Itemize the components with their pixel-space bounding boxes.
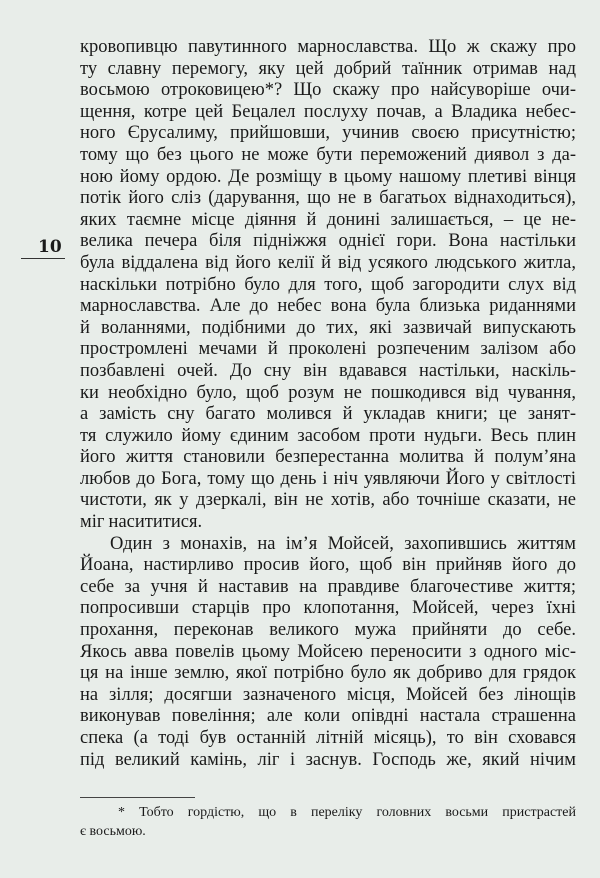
text-line: позбавлені очей. До сну він вдавався настільки, наскіль- xyxy=(80,360,576,381)
text-line: восьмою отроковицею*? Що скажу про найсуворіше очи- xyxy=(80,80,576,101)
footnote-line: є восьмою. xyxy=(80,824,146,839)
footnote-rule xyxy=(80,797,195,798)
text-line: любов до Бога, тому що день і ніч уявляючи Його у світлості xyxy=(80,468,576,489)
text-line: марнославства. Але до небес вона була близька риданнями xyxy=(80,296,576,317)
text-line: наскільки потрібно було для того, щоб загородити слух від xyxy=(80,274,576,295)
text-line: чистоти, як у дзеркалі, він не хотів, або точніше сказати, не xyxy=(80,490,576,511)
text-line: а замість сну багато молився й укладав книги; це занят- xyxy=(80,404,576,425)
text-line: й воланнями, подібними до тих, які зазвичай випускають xyxy=(80,317,576,338)
text-line: себе за учня й наставив на правдиве благочестиве життя; xyxy=(80,576,576,597)
text-line: була віддалена від його келії й від усякого людського житла, xyxy=(80,252,576,273)
text-line: яких таємне місце діяння й донині залишається, – це не- xyxy=(80,209,576,230)
text-line: Якось авва повелів цьому Мойсею переносити з одного міс- xyxy=(80,641,576,662)
text-line: тя служило йому єдиним засобом проти нудьги. Весь плин xyxy=(80,425,576,446)
footnote xyxy=(80,803,576,841)
text-line: ного Єрусалиму, прийшовши, учинив своєю присутністю; xyxy=(80,123,576,144)
text-line: міг насититися. xyxy=(80,512,203,533)
text-line: простромлені мечами й проколені розпеченим залізом або xyxy=(80,339,576,360)
text-line: щення, котре цей Бецалел послуху почав, а Владика небес- xyxy=(80,101,576,122)
footnote-line: * Тобто гордістю, що в переліку головних восьми пристрастей xyxy=(118,805,576,820)
text-line: спека (а тоді був останній літній місяць), то він сховався xyxy=(80,728,576,748)
text-line: тому що без цього не може бути переможений диявол з да- xyxy=(80,144,576,165)
body-text xyxy=(80,37,576,771)
text-line: прохання, переконав великого мужа прийняти до себе. xyxy=(80,620,576,641)
text-line: потік його сліз (дарування, що не в багатьох віднаходиться), xyxy=(80,188,576,209)
text-line: ця на інше землю, якої потрібно було як добриво для грядок xyxy=(80,663,576,684)
text-line: ту славну перемогу, яку цей добрий таїнник отримав над xyxy=(80,58,576,79)
page-number: 10 xyxy=(38,237,62,257)
text-line: на зілля; досягши зазначеного місця, Мойсей без лінощів xyxy=(80,684,576,705)
text-line: ки необхідно було, щоб розум не пошкодився від чування, xyxy=(80,382,576,403)
text-line: виконував повеління; але коли опівдні настала страшенна xyxy=(80,706,576,727)
page-number-rule xyxy=(21,258,65,259)
text-line: під великий камінь, ліг і заснув. Господь же, який нічим xyxy=(80,749,576,770)
text-line: його життя становили безперестанна молитва й полум’яна xyxy=(80,447,576,468)
text-line: Один з монахів, на ім’я Мойсей, захопившись життям xyxy=(110,533,576,554)
text-line: попросивши старців про клопотання, Мойсей, через їхні xyxy=(80,598,576,619)
text-line: ною йому ордою. Де розміщу в цьому нашому плетиві вінця xyxy=(80,166,576,187)
text-line: Йоана, настирливо просив його, щоб він прийняв його до xyxy=(80,555,576,576)
text-line: велика печера біля підніжжя однієї гори. Вона настільки xyxy=(80,231,576,252)
text-line: кровопивцю павутинного марнославства. Що ж скажу про xyxy=(80,37,576,57)
